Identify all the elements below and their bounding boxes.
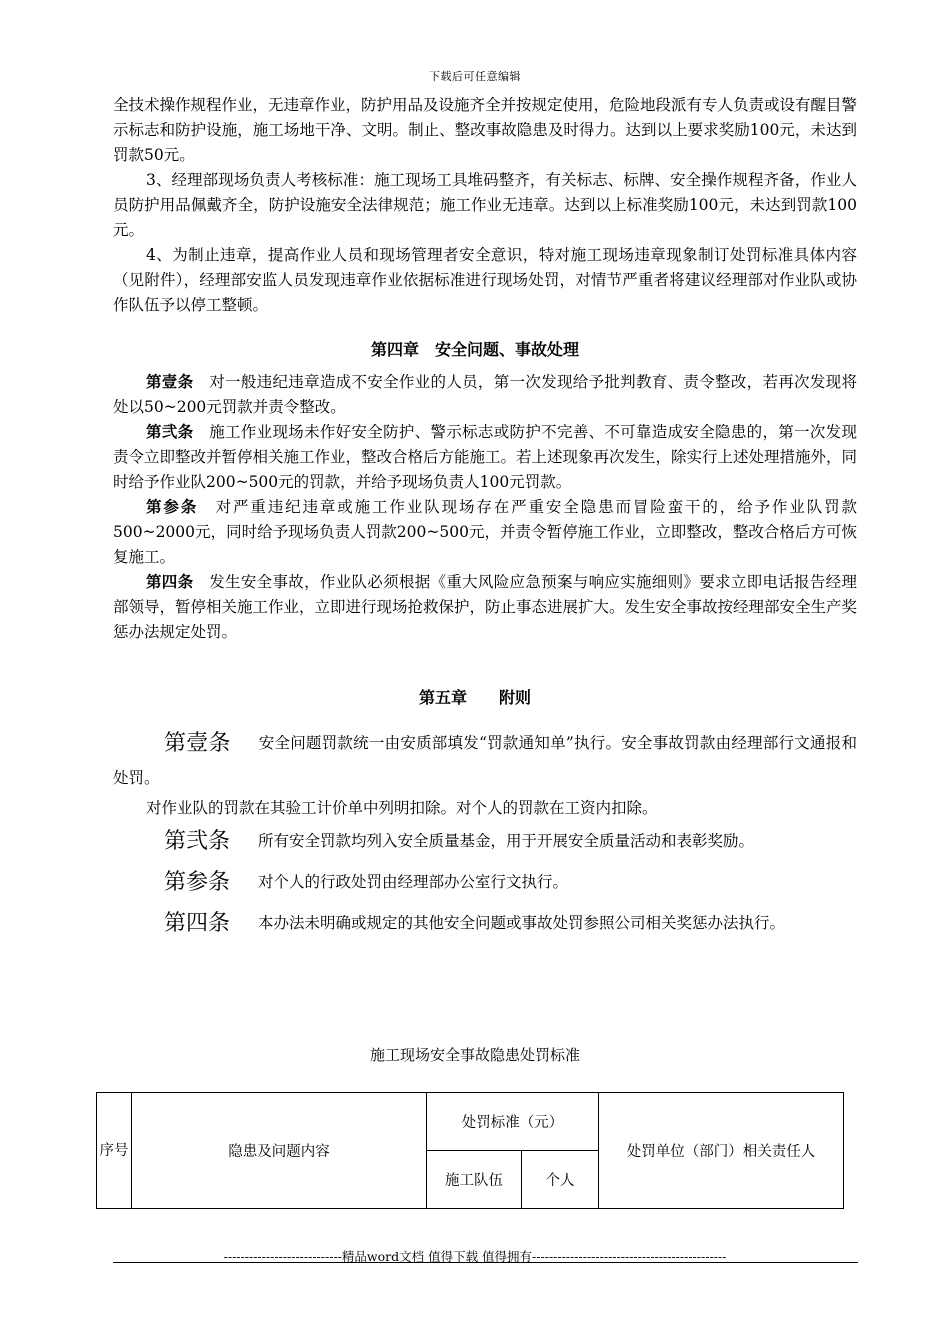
article-label: 第参条 — [164, 870, 231, 895]
header-penalty: 处罚标准（元） — [427, 1093, 599, 1151]
article — [113, 864, 857, 901]
article — [113, 823, 857, 860]
article-label: 第壹条 — [146, 373, 194, 391]
chapter-5-title: 第五章 附则 — [418, 688, 531, 707]
header-team: 施工队伍 — [427, 1151, 522, 1209]
article — [113, 570, 857, 645]
footer-divider — [113, 1262, 858, 1263]
article — [113, 795, 857, 821]
article-text: 发生安全事故，作业队必须根据《重大风险应急预案与响应实施细则》要求立即电话报告经理部领导，暂停相关施工作业，立即进行现场抢救保护，防止事态进展扩大。发生安全事故按经理部安全生产奖惩办法规定处罚。 — [113, 573, 858, 641]
page-footer: ----------------------------精品word文档 值得下载 值得拥有---------------------------------------------- — [223, 1249, 727, 1264]
article — [113, 420, 857, 495]
article-text: 对一般违纪违章造成不安全作业的人员，第一次发现给予批判教育、责令整改，若再次发现将处以50~200元罚款并责令整改。 — [113, 373, 857, 416]
article-label: 第弐条 — [164, 829, 231, 854]
article-label: 第参条 — [146, 498, 199, 516]
header-person: 个人 — [522, 1151, 599, 1209]
article-label: 第壹条 — [164, 731, 231, 756]
article-text: 对作业队的罚款在其验工计价单中列明扣除。对个人的罚款在工资内扣除。 — [146, 799, 658, 817]
paragraph: 全技术操作规程作业，无违章作业，防护用品及设施齐全并按规定使用，危险地段派有专人负责或设有醒目警示标志和防护设施，施工场地干净、文明。制止、整改事故隐患及时得力。达到以上要求奖励100元，未达到罚款50元。 — [113, 96, 858, 164]
article-text: 对严重违纪违章或施工作业队现场存在严重安全隐患而冒险蛮干的，给予作业队罚款500~2000元，同时给予现场负责人罚款200~500元，并责令暂停施工作业，立即整改，整改合格后方可恢复施工。 — [113, 498, 857, 566]
article-text: 安全问题罚款统一由安质部填发“罚款通知单”执行。安全事故罚款由经理部行文通报和处罚。 — [113, 734, 857, 787]
article-label: 第弐条 — [146, 423, 194, 441]
penalty-standard-table — [96, 1092, 844, 1209]
page-header: 下载后可任意编辑 — [429, 70, 521, 83]
article-text: 本办法未明确或规定的其他安全问题或事故处罚参照公司相关奖惩办法执行。 — [258, 914, 786, 932]
paragraph: 3、经理部现场负责人考核标准：施工现场工具堆码整齐，有关标志、标牌、安全操作规程齐备，作业人员防护用品佩戴齐全，防护设施安全法律规范；施工作业无违章。达到以上标准奖励100元，未达到罚款100元。 — [113, 171, 857, 239]
chapter-5-body — [113, 726, 857, 942]
header-content: 隐患及问题内容 — [132, 1093, 427, 1209]
article — [113, 495, 857, 570]
table-title: 施工现场安全事故隐患处罚标准 — [369, 1046, 580, 1064]
paragraph: 4、为制止违章，提高作业人员和现场管理者安全意识，特对施工现场违章现象制订处罚标准具体内容（见附件），经理部安监人员发现违章作业依据标准进行现场处罚，对情节严重者将建议经理部对作业队或协作队伍予以停工整顿。 — [113, 246, 857, 314]
article-label: 第四条 — [164, 911, 231, 936]
chapter-4-title: 第四章 安全问题、事故处理 — [370, 340, 579, 359]
article — [113, 905, 857, 942]
header-unit: 处罚单位（部门）相关责任人 — [599, 1093, 844, 1209]
chapter-4-body — [113, 370, 857, 645]
article-label: 第四条 — [146, 573, 194, 591]
article — [113, 726, 857, 795]
article — [113, 370, 857, 420]
intro-section — [113, 93, 857, 318]
article-text: 对个人的行政处罚由经理部办公室行文执行。 — [258, 873, 569, 891]
article-text: 所有安全罚款均列入安全质量基金，用于开展安全质量活动和表彰奖励。 — [258, 832, 755, 850]
article-text: 施工作业现场未作好安全防护、警示标志或防护不完善、不可靠造成安全隐患的，第一次发现责令立即整改并暂停相关施工作业，整改合格后方能施工。若上述现象再次发生，除实行上述处理措施外，同时给予作业队200~500元的罚款，并给予现场负责人100元罚款。 — [113, 423, 858, 491]
header-no: 序号 — [97, 1093, 132, 1209]
